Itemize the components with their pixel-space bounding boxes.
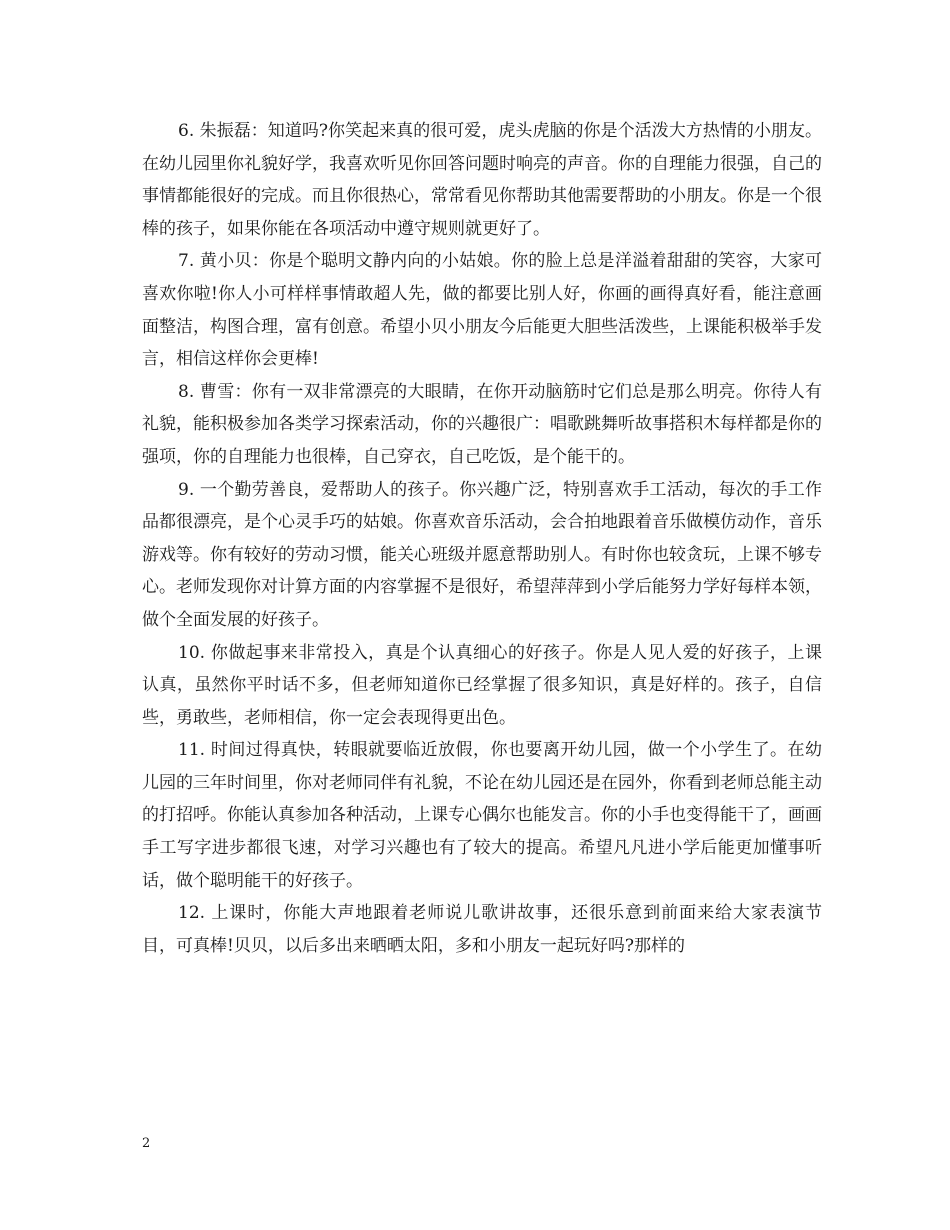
paragraph-6: 6. 朱振磊：知道吗?你笑起来真的很可爱，虎头虎脑的你是个活泼大方热情的小朋友。在幼儿园里你礼貌好学，我喜欢听见你回答问题时响亮的声音。你的自理能力很强，自己的事情都能很好的完成。而且你很热心，常常看见你帮助其他需要帮助的小朋友。你是一个很棒的孩子，如果你能在各项活动中遵守规则就更好了。: [142, 121, 822, 239]
paragraph-7: 7. 黄小贝：你是个聪明文静内向的小姑娘。你的脸上总是洋溢着甜甜的笑容，大家可喜欢你啦!你人小可样样事情敢超人先，做的都要比别人好，你画的画得真好看，能注意画面整洁，构图合理，富有创意。希望小贝小朋友今后能更大胆些活泼些，上课能积极举手发言，相信这样你会更棒!: [142, 251, 822, 370]
paragraph-12: 12. 上课时，你能大声地跟着老师说儿歌讲故事，还很乐意到前面来给大家表演节目，可真棒!贝贝，以后多出来晒晒太阳，多和小朋友一起玩好吗?那样的: [142, 903, 822, 956]
paragraph-8: 8. 曹雪：你有一双非常漂亮的大眼睛，在你开动脑筋时它们总是那么明亮。你待人有礼貌，能积极参加各类学习探索活动，你的兴趣很广：唱歌跳舞听故事搭积木每样都是你的强项，你的自理能力也很棒，自己穿衣，自己吃饭，是个能干的。: [142, 381, 822, 467]
page-number: 2: [142, 1136, 151, 1151]
paragraph-9: 9. 一个勤劳善良，爱帮助人的孩子。你兴趣广泛，特别喜欢手工活动，每次的手工作品都很漂亮，是个心灵手巧的姑娘。你喜欢音乐活动，会合拍地跟着音乐做模仿动作，音乐游戏等。你有较好的劳动习惯，能关心班级并愿意帮助别人。有时你也较贪玩，上课不够专心。老师发现你对计算方面的内容掌握不是很好，希望萍萍到小学后能努力学好每样本领，做个全面发展的好孩子。: [142, 479, 822, 630]
paragraph-10: 10. 你做起事来非常投入，真是个认真细心的好孩子。你是人见人爱的好孩子，上课认真，虽然你平时话不多，但老师知道你已经掌握了很多知识，真是好样的。孩子，自信些，勇敢些，老师相信，你一定会表现得更出色。: [142, 642, 822, 728]
paragraph-11: 11. 时间过得真快，转眼就要临近放假，你也要离开幼儿园，做一个小学生了。在幼儿园的三年时间里，你对老师同伴有礼貌，不论在幼儿园还是在园外，你看到老师总能主动的打招呼。你能认真参加各种活动，上课专心偶尔也能发言。你的小手也变得能干了，画画手工写字进步都很飞速，对学习兴趣也有了较大的提高。希望凡凡进小学后能更加懂事听话，做个聪明能干的好孩子。: [142, 740, 822, 891]
document-body: [142, 115, 822, 962]
